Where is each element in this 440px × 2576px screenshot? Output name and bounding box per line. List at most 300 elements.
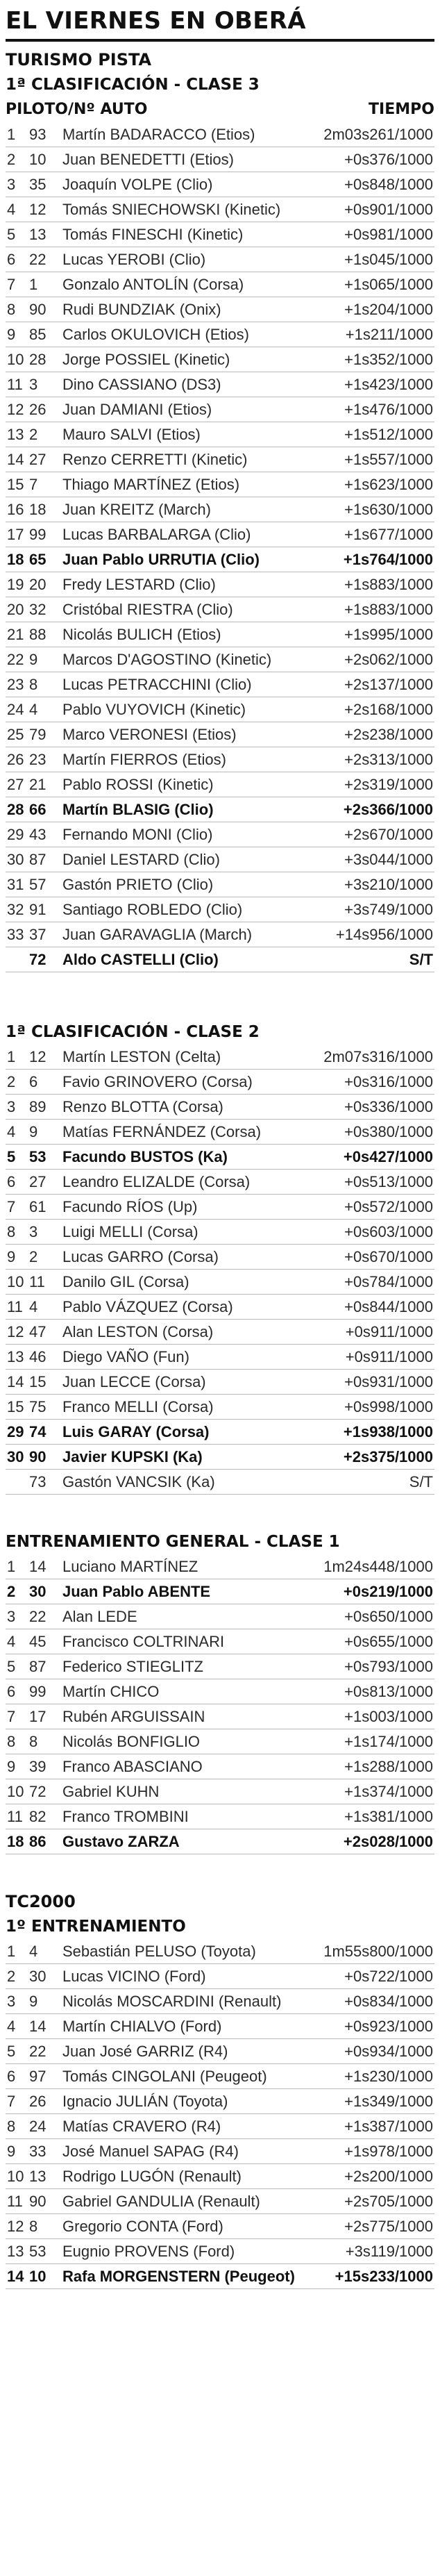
position-cell: 8 (7, 1223, 16, 1240)
driver-cell: Francisco COLTRINARI (62, 1633, 225, 1650)
position-cell: 26 (7, 751, 24, 768)
section-spacer (6, 1854, 434, 1889)
car-number-cell: 72 (29, 1783, 46, 1800)
time-cell: +2s200/1000 (344, 2168, 433, 2185)
position-cell: 7 (7, 1708, 16, 1725)
result-row (6, 1679, 434, 1704)
car-number-cell: 4 (29, 1298, 38, 1315)
time-cell: +2s705/1000 (344, 2193, 433, 2210)
time-cell: +2s366/1000 (343, 801, 433, 818)
time-cell: +1s045/1000 (344, 251, 433, 268)
car-number-cell: 28 (29, 351, 46, 368)
time-cell: +0s603/1000 (344, 1223, 433, 1240)
time-cell: 1m24s448/1000 (323, 1558, 433, 1575)
result-row (6, 422, 434, 447)
time-cell: +0s998/1000 (344, 1398, 433, 1415)
driver-cell: Gonzalo ANTOLÍN (Corsa) (62, 276, 244, 293)
driver-cell: Luis GARAY (Corsa) (62, 1423, 210, 1440)
driver-cell: Alan LEDE (62, 1608, 137, 1625)
results-section (6, 1854, 434, 2289)
position-cell: 3 (7, 1098, 16, 1115)
time-cell: +1s512/1000 (344, 426, 433, 443)
position-cell: 8 (7, 301, 16, 318)
result-row (6, 1579, 434, 1604)
car-number-cell: 43 (29, 826, 46, 843)
result-row (6, 897, 434, 922)
driver-cell: Franco ABASCIANO (62, 1758, 203, 1775)
driver-cell: Nicolás MOSCARDINI (Renault) (62, 1993, 282, 2010)
driver-cell: Pablo ROSSI (Kinetic) (62, 776, 214, 793)
driver-cell: Pablo VUYOVICH (Kinetic) (62, 701, 246, 718)
position-cell: 12 (7, 1323, 24, 1340)
result-row (6, 2189, 434, 2214)
position-cell: 7 (7, 2093, 16, 2110)
time-cell: +1s065/1000 (344, 276, 433, 293)
car-number-cell: 85 (29, 326, 46, 343)
car-number-cell: 9 (29, 651, 38, 668)
time-cell: +0s316/1000 (344, 1073, 433, 1090)
position-cell: 7 (7, 1198, 16, 1215)
car-number-cell: 9 (29, 1993, 38, 2010)
car-number-cell: 3 (29, 376, 38, 393)
car-number-cell: 93 (29, 126, 46, 143)
driver-cell: Joaquín VOLPE (Clio) (62, 176, 213, 193)
result-row (6, 1045, 434, 1070)
driver-cell: Gabriel KUHN (62, 1783, 160, 1800)
time-cell: +0s336/1000 (344, 1098, 433, 1115)
driver-cell: Gregorio CONTA (Ford) (62, 2218, 223, 2235)
position-cell: 9 (7, 1758, 16, 1775)
time-cell: +0s981/1000 (344, 226, 433, 243)
session-title: 1ª CLASIFICACIÓN - CLASE 3 (6, 76, 260, 94)
result-row (6, 272, 434, 297)
driver-cell: Renzo CERRETTI (Kinetic) (62, 451, 248, 468)
driver-cell: Matías FERNÁNDEZ (Corsa) (62, 1123, 262, 1140)
car-number-cell: 22 (29, 1608, 46, 1625)
car-number-cell: 13 (29, 226, 46, 243)
driver-cell: Federico STIEGLITZ (62, 1658, 203, 1675)
car-number-cell: 82 (29, 1808, 46, 1825)
car-number-cell: 79 (29, 726, 46, 743)
result-row (6, 722, 434, 747)
time-cell: +2s137/1000 (344, 676, 433, 693)
car-number-cell: 14 (29, 2018, 46, 2035)
car-number-cell: 23 (29, 751, 46, 768)
driver-cell: Gabriel GANDULIA (Renault) (62, 2193, 260, 2210)
position-cell: 12 (7, 2218, 24, 2235)
time-cell: +1s352/1000 (344, 351, 433, 368)
result-row (6, 1779, 434, 1804)
time-cell: +1s883/1000 (344, 601, 433, 618)
position-cell: 13 (7, 1348, 24, 1365)
result-row (6, 1295, 434, 1320)
time-cell: +0s513/1000 (344, 1173, 433, 1190)
position-cell: 4 (7, 1123, 16, 1140)
driver-cell: Tomás CINGOLANI (Peugeot) (62, 2068, 267, 2085)
position-cell: 10 (7, 2168, 24, 2185)
driver-cell: Juan José GARRIZ (R4) (62, 2043, 228, 2060)
driver-cell: Rubén ARGUISSAIN (62, 1708, 205, 1725)
time-cell: +1s211/1000 (345, 326, 433, 343)
time-cell: +1s630/1000 (344, 501, 433, 518)
time-cell: +0s911/1000 (345, 1348, 433, 1365)
time-cell: +1s995/1000 (344, 626, 433, 643)
driver-cell: Renzo BLOTTA (Corsa) (62, 1098, 223, 1115)
car-number-cell: 35 (29, 176, 46, 193)
position-cell: 6 (7, 251, 16, 268)
session-title: 1º ENTRENAMIENTO (6, 1918, 186, 1936)
result-row (6, 1345, 434, 1370)
position-cell: 1 (7, 126, 16, 143)
time-cell: +1s230/1000 (344, 2068, 433, 2085)
position-cell: 17 (7, 526, 24, 543)
result-row (6, 547, 434, 572)
time-cell: +1s349/1000 (344, 2093, 433, 2110)
driver-cell: Eugnio PROVENS (Ford) (62, 2243, 235, 2260)
position-cell: 29 (7, 1423, 24, 1440)
position-cell: 2 (7, 1073, 16, 1090)
position-cell: 4 (7, 1633, 16, 1650)
time-cell: +0s380/1000 (344, 1123, 433, 1140)
time-cell: +15s233/1000 (335, 2268, 433, 2285)
car-number-cell: 89 (29, 1098, 46, 1115)
car-number-cell: 47 (29, 1323, 46, 1340)
car-number-cell: 61 (29, 1198, 46, 1215)
car-number-cell: 88 (29, 626, 46, 643)
driver-cell: Aldo CASTELLI (Clio) (62, 951, 219, 968)
time-cell: +1s557/1000 (344, 451, 433, 468)
result-row (6, 472, 434, 497)
result-row (6, 1629, 434, 1654)
time-cell: +0s793/1000 (344, 1658, 433, 1675)
driver-cell: Mauro SALVI (Etios) (62, 426, 201, 443)
car-number-cell: 30 (29, 1583, 46, 1600)
car-number-cell: 91 (29, 901, 46, 918)
result-row (6, 1654, 434, 1679)
driver-cell: Sebastián PELUSO (Toyota) (62, 1943, 256, 1960)
results-table (6, 1939, 434, 2289)
results-section (6, 972, 434, 1495)
result-row (6, 1704, 434, 1729)
driver-cell: Nicolás BONFIGLIO (62, 1733, 201, 1750)
position-cell: 15 (7, 476, 24, 493)
driver-cell: Martín CHICO (62, 1683, 160, 1700)
car-number-cell: 87 (29, 851, 46, 868)
car-number-cell: 90 (29, 2193, 46, 2210)
time-cell: 2m07s316/1000 (323, 1048, 433, 1065)
driver-cell: Leandro ELIZALDE (Corsa) (62, 1173, 251, 1190)
time-cell: +0s911/1000 (345, 1323, 433, 1340)
result-row (6, 1395, 434, 1420)
result-row (6, 1120, 434, 1145)
result-row (6, 1470, 434, 1495)
car-number-cell: 97 (29, 2068, 46, 2085)
time-cell: +0s848/1000 (344, 176, 433, 193)
position-cell: 27 (7, 776, 24, 793)
time-cell: +0s572/1000 (344, 1198, 433, 1215)
position-cell: 9 (7, 326, 16, 343)
position-cell: 24 (7, 701, 24, 718)
result-row (6, 2214, 434, 2239)
position-cell: 31 (7, 876, 24, 893)
result-row (6, 397, 434, 422)
result-row (6, 947, 434, 972)
car-number-cell: 4 (29, 1943, 38, 1960)
car-number-cell: 8 (29, 676, 38, 693)
car-number-cell: 8 (29, 1733, 38, 1750)
position-cell: 6 (7, 1683, 16, 1700)
position-cell: 9 (7, 1248, 16, 1265)
position-cell: 1 (7, 1048, 16, 1065)
car-number-cell: 99 (29, 526, 46, 543)
driver-cell: Lucas VICINO (Ford) (62, 1968, 206, 1985)
position-cell: 3 (7, 1608, 16, 1625)
time-cell: +3s749/1000 (344, 901, 433, 918)
position-cell: 2 (7, 1583, 16, 1600)
results-table (6, 1045, 434, 1495)
car-number-cell: 15 (29, 1373, 46, 1390)
time-cell: 2m03s261/1000 (323, 126, 433, 143)
result-row (6, 1370, 434, 1395)
driver-cell: Juan BENEDETTI (Etios) (62, 151, 234, 168)
header-time-label: TIEMPO (369, 101, 434, 118)
result-row (6, 2039, 434, 2064)
position-cell: 10 (7, 1783, 24, 1800)
car-number-cell: 99 (29, 1683, 46, 1700)
car-number-cell: 33 (29, 2143, 46, 2160)
time-cell: +0s923/1000 (344, 2018, 433, 2035)
time-cell: +3s210/1000 (344, 876, 433, 893)
result-row (6, 1939, 434, 1964)
time-cell: +0s813/1000 (344, 1683, 433, 1700)
driver-cell: Lucas YEROBI (Clio) (62, 251, 206, 268)
position-cell: 6 (7, 1173, 16, 1190)
result-row (6, 1070, 434, 1095)
position-cell: 10 (7, 351, 24, 368)
car-number-cell: 46 (29, 1348, 46, 1365)
time-cell: +0s376/1000 (344, 151, 433, 168)
time-cell: +1s387/1000 (344, 2118, 433, 2135)
position-cell: 11 (7, 376, 23, 393)
time-cell: +1s423/1000 (344, 376, 433, 393)
driver-cell: Ignacio JULIÁN (Toyota) (62, 2093, 228, 2110)
time-cell: +14s956/1000 (335, 926, 433, 943)
time-cell: +1s288/1000 (344, 1758, 433, 1775)
car-number-cell: 21 (29, 776, 46, 793)
position-cell: 5 (7, 226, 16, 243)
car-number-cell: 9 (29, 1123, 38, 1140)
time-cell: +0s934/1000 (344, 2043, 433, 2060)
position-cell: 32 (7, 901, 24, 918)
position-cell: 4 (7, 2018, 16, 2035)
result-row (6, 372, 434, 397)
car-number-cell: 10 (29, 2268, 46, 2285)
result-row (6, 847, 434, 872)
position-cell: 14 (7, 2268, 24, 2285)
time-cell: +1s938/1000 (343, 1423, 433, 1440)
position-cell: 20 (7, 601, 24, 618)
time-cell: +1s003/1000 (344, 1708, 433, 1725)
result-row (6, 2164, 434, 2189)
result-row (6, 447, 434, 472)
car-number-cell: 45 (29, 1633, 46, 1650)
time-cell: +0s655/1000 (344, 1633, 433, 1650)
position-cell: 22 (7, 651, 24, 668)
car-number-cell: 73 (29, 1473, 46, 1490)
title-divider (6, 39, 434, 42)
car-number-cell: 27 (29, 1173, 46, 1190)
time-cell: S/T (409, 951, 433, 968)
position-cell: 33 (7, 926, 24, 943)
result-row (6, 1829, 434, 1854)
driver-cell: Juan Pablo URRUTIA (Clio) (62, 551, 260, 568)
car-number-cell: 30 (29, 1968, 46, 1985)
car-number-cell: 75 (29, 1398, 46, 1415)
position-cell: 2 (7, 1968, 16, 1985)
session-title: ENTRENAMIENTO GENERAL - CLASE 1 (6, 1533, 340, 1551)
driver-cell: Luigi MELLI (Corsa) (62, 1223, 198, 1240)
time-cell: +0s784/1000 (344, 1273, 433, 1290)
position-cell: 2 (7, 151, 16, 168)
driver-cell: Pablo VÁZQUEZ (Corsa) (62, 1298, 233, 1315)
time-cell: +1s204/1000 (344, 301, 433, 318)
car-number-cell: 22 (29, 251, 46, 268)
car-number-cell: 12 (29, 201, 46, 218)
result-row (6, 747, 434, 772)
result-row (6, 2089, 434, 2114)
result-row (6, 1195, 434, 1220)
car-number-cell: 53 (29, 1148, 46, 1165)
driver-cell: Luciano MARTÍNEZ (62, 1558, 198, 1575)
driver-cell: Juan LECCE (Corsa) (62, 1373, 206, 1390)
driver-cell: Franco TROMBINI (62, 1808, 189, 1825)
car-number-cell: 18 (29, 501, 46, 518)
car-number-cell: 57 (29, 876, 46, 893)
position-cell: 1 (7, 1558, 16, 1575)
position-cell: 21 (7, 626, 24, 643)
result-row (6, 1170, 434, 1195)
position-cell: 30 (7, 851, 24, 868)
car-number-cell: 74 (29, 1423, 46, 1440)
time-cell: +2s670/1000 (344, 826, 433, 843)
car-number-cell: 2 (29, 1248, 38, 1265)
category-title: TC2000 (6, 1892, 76, 1911)
position-cell: 25 (7, 726, 24, 743)
position-cell: 3 (7, 176, 16, 193)
results-table (6, 1554, 434, 1854)
time-cell: +2s028/1000 (343, 1833, 433, 1850)
time-cell: +1s381/1000 (344, 1808, 433, 1825)
position-cell: 7 (7, 276, 16, 293)
driver-cell: Facundo BUSTOS (Ka) (62, 1148, 228, 1165)
car-number-cell: 66 (29, 801, 46, 818)
result-row (6, 1754, 434, 1779)
position-cell: 13 (7, 2243, 24, 2260)
car-number-cell: 72 (29, 951, 46, 968)
result-row (6, 822, 434, 847)
driver-cell: Javier KUPSKI (Ka) (62, 1448, 203, 1465)
section-spacer (6, 1495, 434, 1529)
result-row (6, 797, 434, 822)
header-driver-label: PILOTO/Nº AUTO (6, 101, 148, 118)
time-cell: +1s174/1000 (344, 1733, 433, 1750)
result-row (6, 1145, 434, 1170)
result-row (6, 2014, 434, 2039)
result-row (6, 872, 434, 897)
result-row (6, 1554, 434, 1579)
page-title: EL VIERNES EN OBERÁ (6, 7, 306, 35)
position-cell: 23 (7, 676, 24, 693)
position-cell: 6 (7, 2068, 16, 2085)
car-number-cell: 27 (29, 451, 46, 468)
position-cell: 11 (7, 1298, 23, 1315)
session-title: 1ª CLASIFICACIÓN - CLASE 2 (6, 1023, 260, 1041)
driver-cell: Juan Pablo ABENTE (62, 1583, 211, 1600)
driver-cell: Gastón VANCSIK (Ka) (62, 1473, 215, 1490)
driver-cell: Nicolás BULICH (Etios) (62, 626, 221, 643)
car-number-cell: 22 (29, 2043, 46, 2060)
driver-cell: Rudi BUNDZIAK (Onix) (62, 301, 221, 318)
driver-cell: Lucas GARRO (Corsa) (62, 1248, 219, 1265)
driver-cell: Cristóbal RIESTRA (Clio) (62, 601, 233, 618)
driver-cell: Carlos OKULOVICH (Etios) (62, 326, 249, 343)
time-cell: +0s844/1000 (344, 1298, 433, 1315)
driver-cell: Martín FIERROS (Etios) (62, 751, 226, 768)
driver-cell: Fredy LESTARD (Clio) (62, 576, 216, 593)
result-row (6, 1964, 434, 1989)
car-number-cell: 17 (29, 1708, 46, 1725)
result-row (6, 1420, 434, 1445)
position-cell: 15 (7, 1398, 24, 1415)
time-cell: +1s978/1000 (344, 2143, 433, 2160)
position-cell: 18 (7, 1833, 24, 1850)
time-cell: +0s670/1000 (344, 1248, 433, 1265)
position-cell: 28 (7, 801, 24, 818)
result-row (6, 2114, 434, 2139)
time-cell: +0s219/1000 (343, 1583, 433, 1600)
driver-cell: Santiago ROBLEDO (Clio) (62, 901, 243, 918)
time-cell: +1s374/1000 (344, 1783, 433, 1800)
position-cell: 13 (7, 426, 24, 443)
result-row (6, 1445, 434, 1470)
driver-cell: Gastón PRIETO (Clio) (62, 876, 214, 893)
driver-cell: Marcos D'AGOSTINO (Kinetic) (62, 651, 272, 668)
driver-cell: Rafa MORGENSTERN (Peugeot) (62, 2268, 295, 2285)
car-number-cell: 26 (29, 401, 46, 418)
driver-cell: Tomás FINESCHI (Kinetic) (62, 226, 244, 243)
car-number-cell: 1 (29, 276, 38, 293)
result-row (6, 1095, 434, 1120)
driver-cell: Juan DAMIANI (Etios) (62, 401, 212, 418)
driver-cell: Fernando MONI (Clio) (62, 826, 213, 843)
result-row (6, 247, 434, 272)
time-cell: +1s764/1000 (343, 551, 433, 568)
driver-cell: Jorge POSSIEL (Kinetic) (62, 351, 230, 368)
driver-cell: Martín LESTON (Celta) (62, 1048, 221, 1065)
position-cell: 1 (7, 1943, 16, 1960)
result-row (6, 2264, 434, 2289)
driver-cell: Martín CHIALVO (Ford) (62, 2018, 222, 2035)
result-row (6, 1604, 434, 1629)
car-number-cell: 7 (29, 476, 38, 493)
category-title: TURISMO PISTA (6, 50, 152, 69)
result-row (6, 647, 434, 672)
result-row (6, 1989, 434, 2014)
driver-cell: Juan KREITZ (March) (62, 501, 211, 518)
car-number-cell: 90 (29, 1448, 46, 1465)
time-cell: +0s834/1000 (344, 1993, 433, 2010)
driver-cell: Juan GARAVAGLIA (March) (62, 926, 253, 943)
